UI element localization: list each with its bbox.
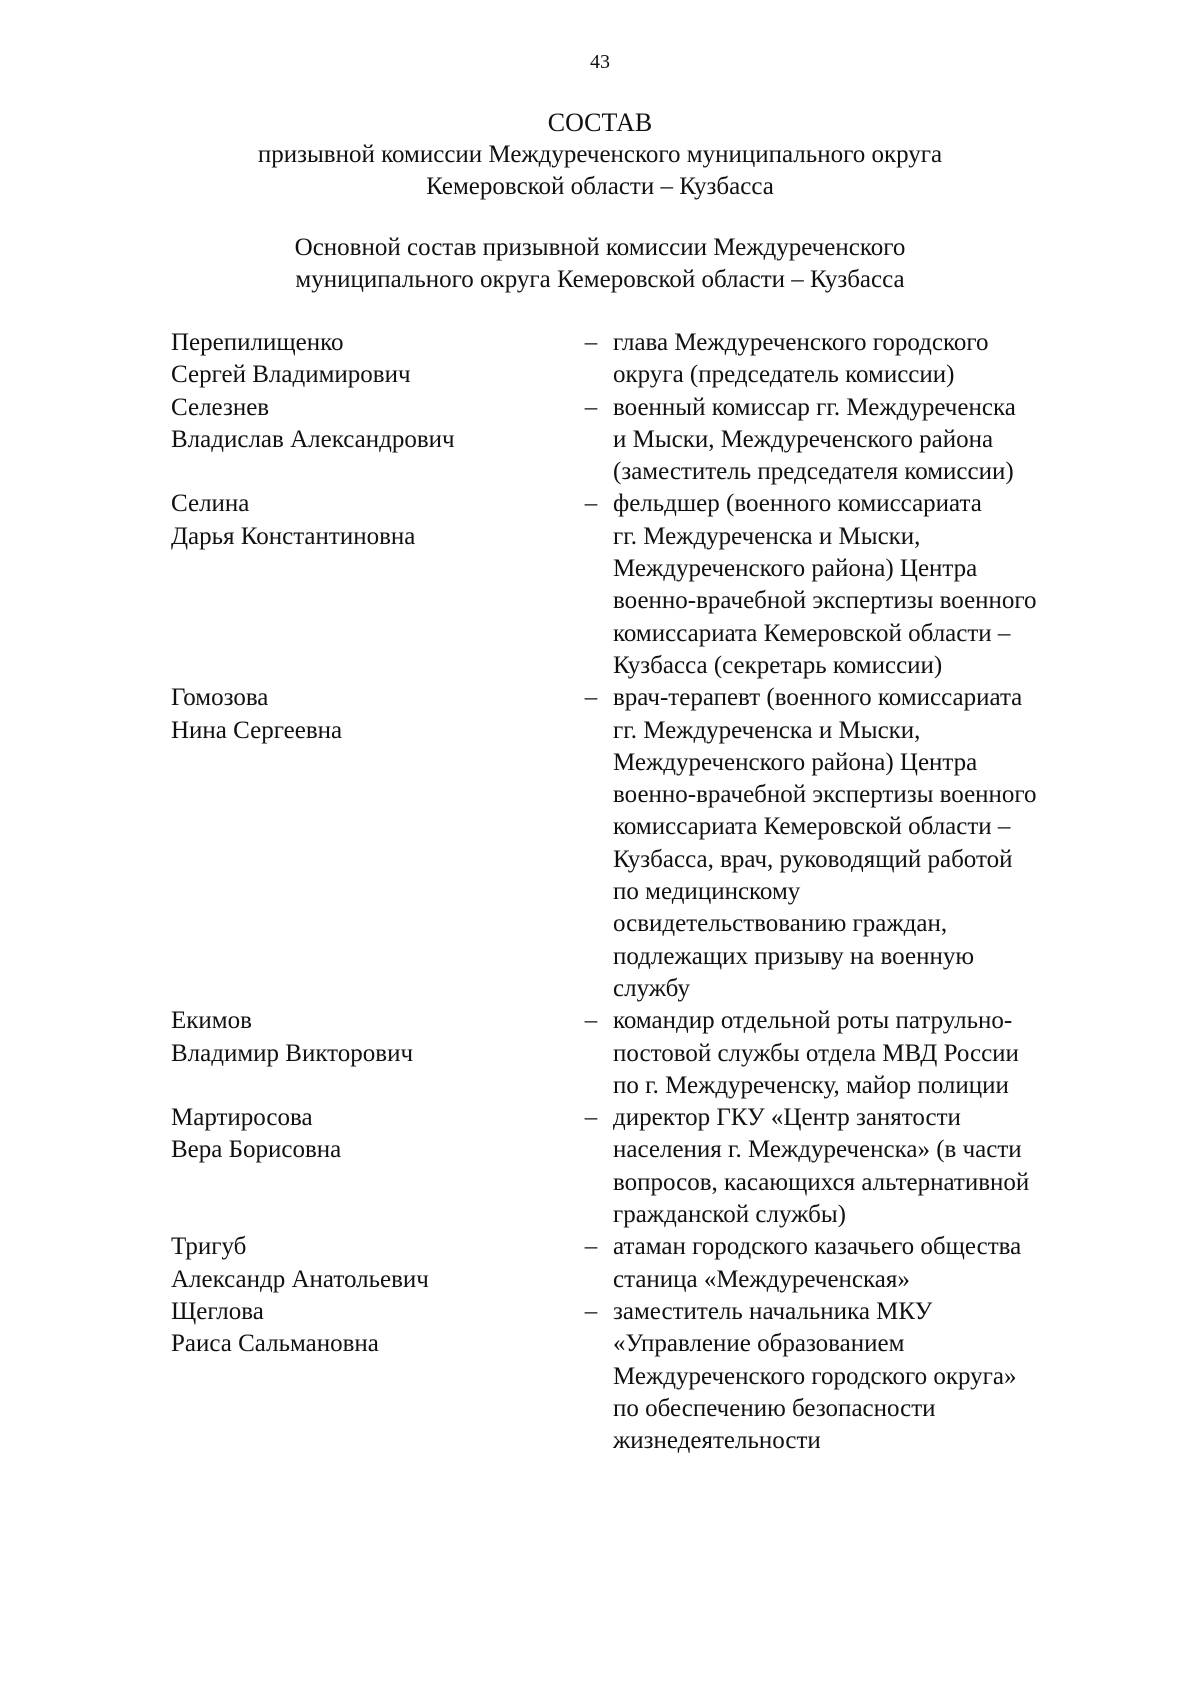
member-name [171, 682, 569, 747]
role-line: станица «Междуреченская» [613, 1265, 910, 1293]
role-line: (заместитель председателя комиссии) [613, 458, 1014, 486]
member-name [171, 1296, 569, 1361]
member-role [613, 1102, 1111, 1231]
subtitle-line: муниципального округа Кемеровской области – Кузбасса [295, 266, 905, 293]
member-given-names: Дарья Константиновна [171, 522, 416, 550]
member-name [171, 327, 569, 392]
role-line: Кузбасса (секретарь комиссии) [613, 651, 943, 679]
member-surname: Екимов [171, 1007, 252, 1035]
role-line: комиссариата Кемеровской области – [613, 619, 1011, 647]
role-line: фельдшер (военного комиссариата [613, 490, 982, 518]
member-surname: Селезнев [171, 393, 270, 421]
title-line: Кемеровской области – Кузбасса [426, 173, 774, 200]
member-name [171, 1231, 569, 1296]
role-line: гг. Междуреченска и Мыски, [613, 522, 921, 550]
role-line: глава Междуреченского городского [613, 329, 989, 356]
member-name [171, 392, 569, 457]
role-line: врач-терапевт (военного комиссариата [613, 684, 1023, 712]
role-line: жизнедеятельности [613, 1427, 821, 1455]
member-given-names: Раиса Сальмановна [171, 1330, 379, 1358]
dash-separator: – [584, 329, 598, 356]
member-given-names: Владислав Александрович [171, 425, 455, 453]
role-line: подлежащих призыву на военную [613, 942, 975, 970]
role-line: комиссариата Кемеровской области – [613, 813, 1011, 841]
role-line: и Мыски, Междуреченского района [613, 425, 994, 453]
role-line: директор ГКУ «Центр занятости [613, 1104, 961, 1132]
member-given-names: Владимир Викторович [171, 1039, 414, 1067]
role-line: гражданской службы) [613, 1201, 846, 1229]
member-role [613, 488, 1111, 682]
role-line: по медицинскому [613, 878, 801, 906]
title-heading: СОСТАВ [547, 108, 653, 137]
member-role [613, 1231, 1111, 1296]
member-row [171, 1102, 1111, 1231]
subtitle-line: Основной состав призывной комиссии Междуреченского [294, 234, 906, 261]
role-line: Междуреченского района) Центра [613, 748, 978, 776]
member-name [171, 1102, 569, 1167]
role-line: военно-врачебной экспертизы военного [613, 781, 1037, 809]
member-given-names: Сергей Владимирович [171, 361, 411, 389]
section-subtitle [0, 232, 1200, 296]
page-number: 43 [590, 51, 610, 73]
member-surname: Перепилищенко [171, 329, 344, 356]
role-line: постовой службы отдела МВД России [613, 1039, 1019, 1067]
member-row [171, 488, 1111, 682]
member-row [171, 327, 1111, 392]
role-line: освидетельствованию граждан, [613, 910, 948, 938]
role-line: Кузбасса, врач, руководящий работой [613, 845, 1013, 873]
member-row [171, 1231, 1111, 1296]
dash-separator: – [584, 1007, 598, 1035]
member-surname: Тригуб [171, 1233, 247, 1261]
role-line: по г. Междуреченску, майор полиции [613, 1071, 1009, 1099]
member-surname: Селина [171, 490, 250, 518]
member-role [613, 1296, 1111, 1457]
member-row [171, 682, 1111, 1005]
role-line: населения г. Междуреченска» (в части [613, 1136, 1022, 1164]
member-role [613, 327, 1111, 392]
member-given-names: Александр Анатольевич [171, 1265, 429, 1293]
role-line: по обеспечению безопасности [613, 1394, 936, 1422]
member-name [171, 1005, 569, 1070]
member-role [613, 392, 1111, 489]
role-line: службу [613, 974, 690, 1002]
member-surname: Щеглова [171, 1297, 264, 1325]
member-given-names: Нина Сергеевна [171, 716, 343, 744]
member-given-names: Вера Борисовна [171, 1136, 342, 1164]
role-line: военно-врачебной экспертизы военного [613, 587, 1037, 615]
role-line: округа (председатель комиссии) [613, 361, 955, 389]
role-line: Междуреченского городского округа» [613, 1362, 1017, 1390]
member-row [171, 1296, 1111, 1457]
dash-separator: – [584, 1104, 598, 1132]
member-role [613, 1005, 1111, 1102]
role-line: заместитель начальника МКУ [613, 1297, 933, 1325]
members-list [171, 327, 1111, 1457]
role-line: военный комиссар гг. Междуреченска [613, 393, 1016, 421]
dash-separator: – [584, 490, 598, 518]
title-line: призывной комиссии Междуреченского муниципального округа [257, 141, 943, 168]
role-line: Междуреченского района) Центра [613, 555, 978, 583]
dash-separator: – [584, 1233, 598, 1261]
member-row [171, 1005, 1111, 1102]
member-surname: Мартиросова [171, 1104, 313, 1132]
role-line: атаман городского казачьего общества [613, 1233, 1022, 1261]
dash-separator: – [584, 684, 598, 712]
role-line: командир отдельной роты патрульно- [613, 1007, 1013, 1035]
member-surname: Гомозова [171, 684, 269, 712]
member-row [171, 392, 1111, 489]
dash-separator: – [584, 393, 598, 421]
dash-separator: – [584, 1297, 598, 1325]
member-role [613, 682, 1111, 1005]
document-title [0, 107, 1200, 203]
role-line: вопросов, касающихся альтернативной [613, 1168, 1030, 1196]
role-line: «Управление образованием [613, 1330, 905, 1358]
role-line: гг. Междуреченска и Мыски, [613, 716, 921, 744]
member-name [171, 488, 569, 553]
